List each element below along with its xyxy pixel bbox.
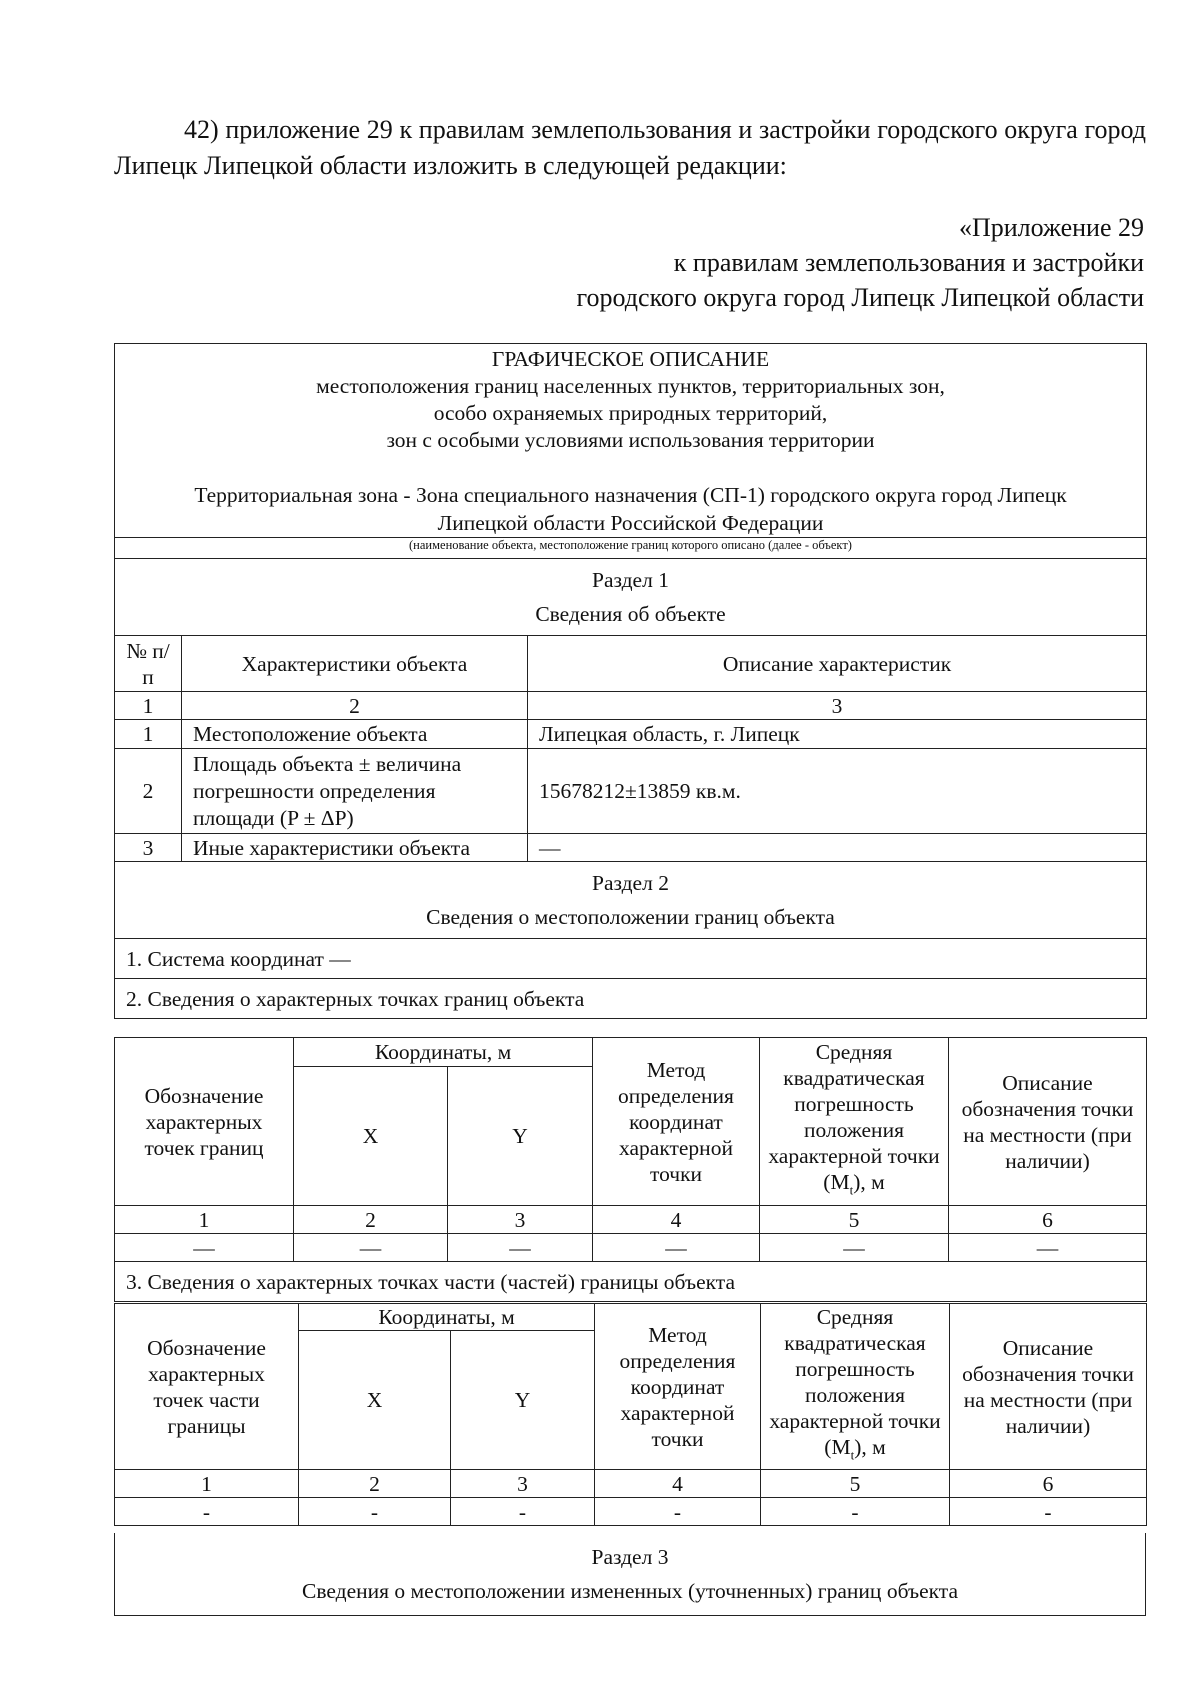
intro-paragraph	[114, 112, 1146, 184]
index-cell: 6	[949, 1206, 1147, 1234]
table-row	[115, 720, 1147, 749]
section1-subtitle: Сведения об объекте	[535, 602, 726, 626]
section2-heading-row	[115, 862, 1147, 939]
empty-cell: —	[448, 1234, 593, 1262]
section3-heading-row	[115, 1533, 1146, 1616]
index-cell: 3	[451, 1470, 595, 1498]
y-header: Y	[448, 1067, 593, 1206]
x-header: X	[299, 1331, 451, 1470]
appendix-line-2: к правилам землепользования и застройки	[673, 248, 1144, 277]
empty-cell: —	[949, 1234, 1147, 1262]
index-cell: 1	[115, 692, 182, 720]
section1-index-row	[115, 692, 1147, 720]
empty-cell: —	[593, 1234, 760, 1262]
doc-subtitle-3: зон с особыми условиями использования территории	[386, 428, 875, 452]
table-row	[115, 1498, 1147, 1526]
error-header	[760, 1038, 949, 1206]
col-description-header: Описание характеристик	[528, 636, 1147, 692]
boundary-points-table	[114, 1037, 1147, 1302]
error-header-unit: ), м	[853, 1170, 885, 1195]
spacer	[121, 454, 1140, 481]
method-header: Метод определения координат характерной точки	[595, 1304, 761, 1470]
section2-subtitle: Сведения о местоположении границ объекта	[426, 905, 835, 929]
row-num: 3	[115, 834, 182, 862]
empty-cell: -	[451, 1498, 595, 1526]
points-index-row	[115, 1206, 1147, 1234]
section1-columns-row	[115, 636, 1147, 692]
header-row	[115, 344, 1147, 538]
col-num-header: № п/п	[115, 636, 182, 692]
empty-cell: —	[294, 1234, 448, 1262]
row-num: 2	[115, 749, 182, 834]
empty-cell: —	[115, 1234, 294, 1262]
index-cell: 2	[182, 692, 528, 720]
error-header-text: Средняя квадратическая погрешность положения характерной точки (M	[768, 1040, 940, 1195]
error-header-sub: t	[849, 1182, 854, 1198]
doc-title: ГРАФИЧЕСКОЕ ОПИСАНИЕ	[491, 347, 770, 371]
table-row	[115, 1234, 1147, 1262]
section1-heading-row	[115, 559, 1147, 636]
section3-table	[114, 1533, 1146, 1616]
parts-title-row	[115, 1262, 1147, 1302]
parts-index-row	[115, 1470, 1147, 1498]
table-row	[115, 749, 1147, 834]
appendix-line-3: городского округа город Липецк Липецкой области	[576, 283, 1144, 312]
y-header: Y	[451, 1331, 595, 1470]
boundary-part-points-table	[114, 1303, 1147, 1526]
coordinate-system: 1. Система координат —	[115, 939, 1147, 979]
points-col-designation: Обозначение характерных точек границ	[115, 1038, 294, 1206]
method-header: Метод определения координат характерной точки	[593, 1038, 760, 1206]
index-cell: 2	[294, 1206, 448, 1234]
error-header	[761, 1304, 950, 1470]
row-characteristic: Площадь объекта ± величина погрешности определения площади (P ± ΔP)	[182, 749, 528, 834]
appendix-heading	[444, 210, 1144, 315]
doc-subtitle-2: особо охраняемых природных территорий,	[433, 401, 828, 425]
coords-header: Координаты, м	[299, 1304, 595, 1331]
index-cell: 5	[760, 1206, 949, 1234]
zone-name-line-1: Территориальная зона - Зона специального назначения (СП-1) городского округа город Липецк	[194, 483, 1067, 507]
graphic-description-table	[114, 343, 1147, 1019]
section3-title: Раздел 3	[591, 1545, 669, 1569]
row-characteristic: Местоположение объекта	[182, 720, 528, 749]
error-header-unit: ), м	[854, 1435, 886, 1460]
section3-subtitle: Сведения о местоположении измененных (уточненных) границ объекта	[302, 1579, 958, 1603]
row-description: —	[528, 834, 1147, 862]
coords-header: Координаты, м	[294, 1038, 593, 1067]
row-num: 1	[115, 720, 182, 749]
empty-cell: -	[761, 1498, 950, 1526]
zone-name-line-2: Липецкой области Российской Федерации	[437, 511, 824, 535]
index-cell: 1	[115, 1470, 299, 1498]
parts-title: 3. Сведения о характерных точках части (частей) границы объекта	[115, 1262, 1147, 1302]
points-title: 2. Сведения о характерных точках границ объекта	[115, 979, 1147, 1019]
index-cell: 6	[950, 1470, 1147, 1498]
index-cell: 3	[528, 692, 1147, 720]
row-description: Липецкая область, г. Липецк	[528, 720, 1147, 749]
index-cell: 4	[593, 1206, 760, 1234]
index-cell: 5	[761, 1470, 950, 1498]
object-caption: (наименование объекта, местоположение границ которого описано (далее - объект)	[115, 538, 1147, 559]
location-description-header: Описание обозначения точки на местности (при наличии)	[949, 1038, 1147, 1206]
empty-cell: -	[950, 1498, 1147, 1526]
caption-row	[115, 538, 1147, 559]
x-header: X	[294, 1067, 448, 1206]
row-characteristic: Иные характеристики объекта	[182, 834, 528, 862]
section2-title: Раздел 2	[592, 871, 669, 895]
row-description: 15678212±13859 кв.м.	[528, 749, 1147, 834]
index-cell: 2	[299, 1470, 451, 1498]
index-cell: 1	[115, 1206, 294, 1234]
col-characteristics-header: Характеристики объекта	[182, 636, 528, 692]
doc-subtitle-1: местоположения границ населенных пунктов, территориальных зон,	[316, 374, 945, 398]
location-description-header: Описание обозначения точки на местности (при наличии)	[950, 1304, 1147, 1470]
intro-text: 42) приложение 29 к правилам землепользования и застройки городского округа город Липецк Липецкой области изложить в следующей редакции:	[114, 115, 1146, 180]
empty-cell: -	[595, 1498, 761, 1526]
coord-system-row	[115, 939, 1147, 979]
empty-cell: -	[115, 1498, 299, 1526]
points-title-row	[115, 979, 1147, 1019]
error-header-text: Средняя квадратическая погрешность положения характерной точки (M	[769, 1305, 941, 1460]
appendix-line-1: «Приложение 29	[958, 213, 1144, 242]
index-cell: 4	[595, 1470, 761, 1498]
empty-cell: -	[299, 1498, 451, 1526]
index-cell: 3	[448, 1206, 593, 1234]
section1-title: Раздел 1	[592, 568, 669, 592]
table-row	[115, 834, 1147, 862]
parts-col-designation: Обозначение характерных точек части границы	[115, 1304, 299, 1470]
empty-cell: —	[760, 1234, 949, 1262]
error-header-sub: t	[850, 1447, 855, 1463]
